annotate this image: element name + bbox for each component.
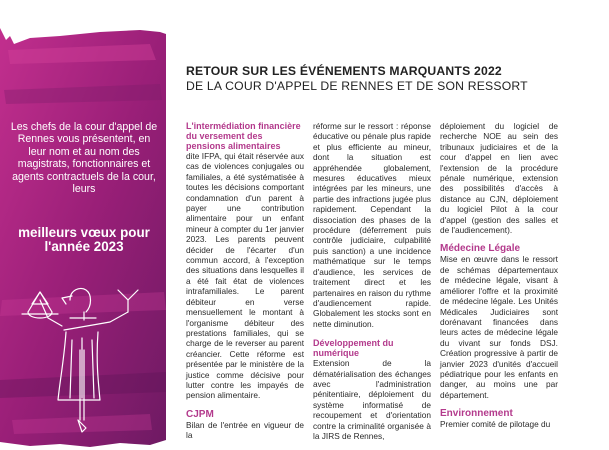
page-subtitle: DE LA COUR D'APPEL DE RENNES ET DE SON RESSORT (186, 79, 528, 93)
section-body: Premier comité de pilotage du (440, 419, 551, 430)
section-heading: Développement du numérique (313, 338, 394, 359)
page-title: RETOUR SUR LES ÉVÉNEMENTS MARQUANTS 2022 (186, 64, 502, 78)
section-heading: CJPM (186, 408, 214, 420)
wishes-text: meilleurs vœux pour l'année 2023 (18, 225, 150, 254)
section-body: Mise en œuvre dans le ressort de schémas départementaux de médecine légale, visant à améliorer l'offre et la proximité de médecine légale. Les Unités Médicales Judiciaires sont dorénavant financées dans leurs actes de médecine légale du vivant sur fonds DSJ. Création progressive à partir de janvier 2023 d'unités d'accueil pédiatrique pour les enfants en danger, au moins une par département. (440, 254, 558, 400)
column-1 (186, 121, 304, 441)
section-heading: L'intermédiation financière du versement des pensions alimentaires (186, 121, 301, 151)
section-body: réforme sur le ressort : réponse éducative ou pénale plus rapide et plus efficiente au mineur, dont la situation est appréhendée globalement, mesures éducatives mieux intégrées par les mineurs, une partie des infractions jugée plus rapidement. Cependant la dissociation des phases de la procédure (déferrement puis contrôle judiciaire, culpabilité puis sanction) a une incidence mathématique sur le temps d'audience, les services de traitement direct et les partenaires en raison du rythme d'audiencement rapide. Globalement les stocks sont en nette diminution. (313, 121, 431, 329)
section-body: Extension de la dématérialisation des échanges avec l'administration pénitentiaire, déploiement du système informatisé de recoupement et d'orientation contre la criminalité organisée à la JIRS de Rennes, (313, 358, 431, 441)
section-body: Bilan de l'entrée en vigueur de la (186, 419, 304, 441)
column-3 (440, 121, 558, 430)
section-heading: Environnement (440, 408, 513, 420)
column-2 (313, 121, 431, 441)
greeting-text: Les chefs de la cour d'appel de Rennes vous présentent, en leur nom et au nom des magistrats, fonctionnaires et agents contractuels de la cour, leurs (10, 121, 158, 196)
sidebar-panel (0, 0, 166, 450)
lady-justice-illustration (0, 0, 166, 450)
section-heading: Médecine Légale (440, 243, 521, 255)
section-body: déploiement du logiciel de recherche NOE au sein des tribunaux judiciaires et de la cour d'appel en lien avec l'extension de la procédure pénale numérique, extension des possibilités d'accès à distance au CJN, déploiement du logiciel Pilot à la cour d'appel (gestion des salles et de l'audiencement). (440, 121, 558, 236)
section-body: dite IFPA, qui était réservée aux cas de violences conjugales ou familiales, a été systématisée à toutes les décisions comportant condamnation d'un parent à payer une contribution alimentaire pour un enfant mineur à compter du 1er janvier 2023. Les parents peuvent décider de l'écarter d'un commun accord, à l'exception des situations dans lesquelles il a été fait état de violences intrafamiliales. Le parent débiteur en verse mensuellement le montant à l'organisme débiteur des prestations familiales, qui se charge de le reverser au parent créancier. Cette réforme est présentée par le ministère de la justice comme décisive pour lutter contre les impayés de pension alimentaire. (186, 151, 304, 401)
